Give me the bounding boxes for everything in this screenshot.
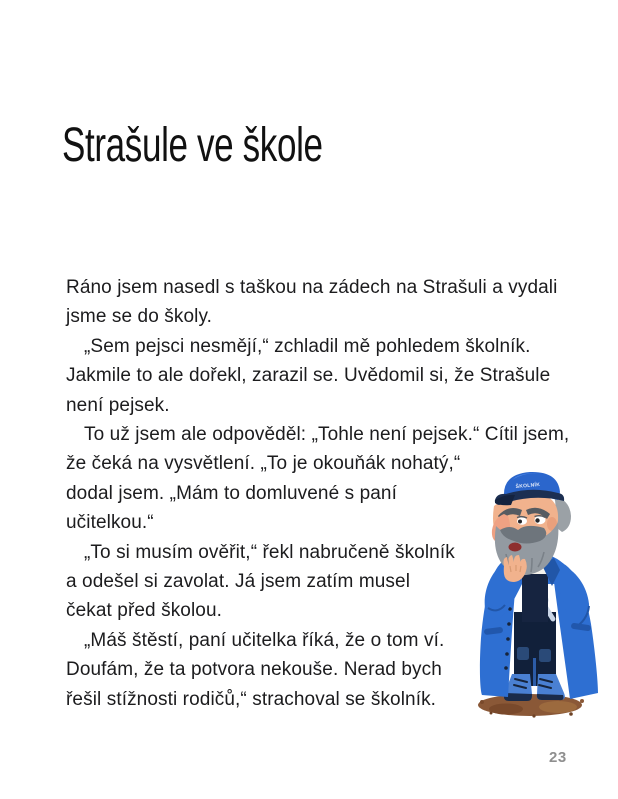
page-number: 23	[549, 749, 567, 766]
paragraph	[66, 273, 596, 332]
janitor-illustration	[470, 462, 612, 724]
page-title: Strašule ve škole	[62, 119, 323, 173]
text-line: Ráno jsem nasedl s taškou na zádech na Strašuli a vydali	[66, 277, 558, 298]
text-line: a odešel si zavolat. Já jsem zatím musel	[66, 571, 411, 593]
text-line: že čeká na vysvětlení. „To je okouňák nohatý,“	[66, 453, 461, 475]
text-line: „To si musím ověřit,“ řekl nabručeně školník	[84, 541, 455, 563]
text-line: není pejsek.	[66, 394, 170, 416]
cap-text: ŠKOLNÍK	[515, 481, 541, 491]
text-line: řešil stížnosti rodičů,“ strachoval se školník.	[66, 688, 437, 710]
text-line: dodal jsem. „Mám to domluvené s paní	[66, 482, 397, 504]
paragraph	[66, 332, 596, 420]
text-line: jsme se do školy.	[66, 306, 213, 328]
text-line: „Máš štěstí, paní učitelka říká, že o tom ví.	[84, 629, 445, 651]
text-line: Jakmile to ale dořekl, zarazil se. Uvědomil si, že Strašule	[66, 365, 551, 387]
text-line: Doufám, že ta potvora nekouše. Nerad bych	[66, 659, 442, 681]
text-line: To už jsem ale odpověděl: „Tohle není pejsek.“ Cítil jsem,	[84, 424, 570, 446]
text-line: čekat před školou.	[66, 600, 222, 622]
text-line: učitelkou.“	[66, 512, 154, 534]
text-line: „Sem pejsci nesmějí,“ zchladil mě pohledem školník.	[84, 335, 531, 357]
